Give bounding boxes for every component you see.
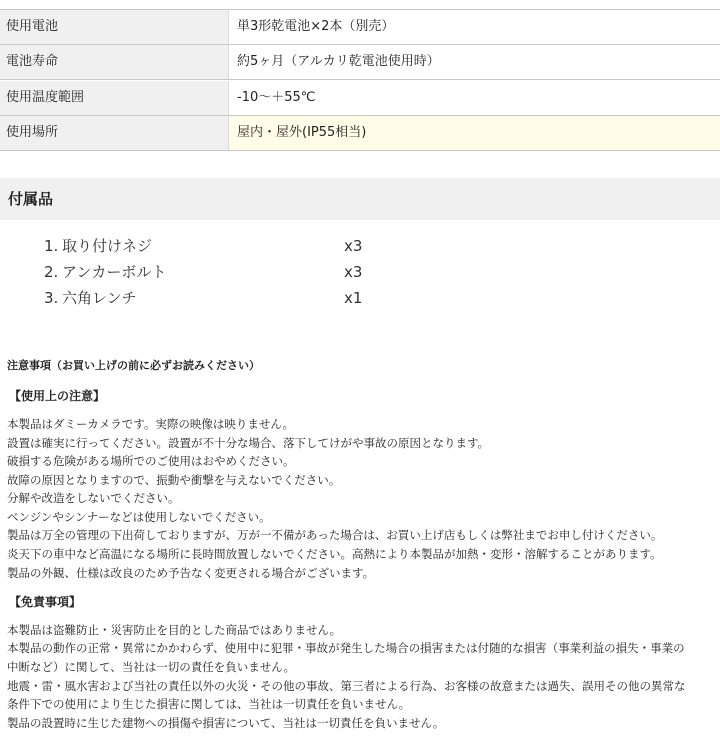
disclaimer-line: 地震・雷・風水害および当社の責任以外の火災・その他の事故、第三者による行為、お客様の故意または過失、誤用その他の異常な (7, 679, 686, 693)
accessories-heading: 付属品 (0, 178, 720, 220)
disclaimer-heading: 【免責事項】 (9, 595, 82, 609)
usage-note-line: 分解や改造をしないでください。 (7, 491, 180, 505)
disclaimer-line: 本製品は盗難防止・災害防止を目的とした商品ではありません。 (7, 623, 342, 637)
accessory-name: 六角レンチ (62, 289, 137, 307)
accessory-item (44, 235, 444, 257)
accessory-name: アンカーボルト (62, 263, 167, 281)
disclaimer-line: 本製品の動作の正常・異常にかかわらず、使用中に犯罪・事故が発生した場合の損害または付随的な損害（事業利益の損失・事業の (7, 641, 685, 655)
spec-value: 屋内・屋外(IP55相当) (228, 116, 720, 150)
accessory-item (44, 287, 444, 309)
spec-row-location (0, 116, 720, 151)
disclaimer-line: 条件下での使用により生じた損害に関しては、当社は一切責任を負いません。 (7, 697, 411, 711)
accessory-name: 取り付けネジ (62, 237, 153, 255)
usage-note-line: 故障の原因となりますので、振動や衝撃を与えないでください。 (7, 473, 341, 487)
usage-note-line: 炎天下の車中など高温になる場所に長時間放置しないでください。高熱により本製品が加熱・変形・溶解することがあります。 (7, 547, 662, 561)
spec-row-battery-life (0, 45, 720, 80)
usage-note-line: 破損する危険がある場所でのご使用はおやめください。 (7, 454, 295, 468)
accessory-item (44, 261, 444, 283)
accessory-quantity: x1 (344, 289, 363, 307)
notice-title: 注意事項（お買い上げの前に必ずお読みください） (7, 359, 260, 372)
spec-value: -10〜＋55℃ (228, 81, 720, 115)
accessory-number: 3. (44, 289, 59, 307)
spec-label: 使用温度範囲 (0, 81, 228, 115)
usage-note-line: 製品の外観、仕様は改良のため予告なく変更される場合がございます。 (7, 566, 375, 580)
spec-label: 使用電池 (0, 10, 228, 44)
disclaimer-line: 中断など）に関して、当社は一切の責任を負いません。 (7, 660, 295, 674)
spec-value: 単3形乾電池×2本（別売） (228, 10, 720, 44)
accessory-quantity: x3 (344, 263, 363, 281)
spec-row-battery (0, 10, 720, 45)
accessory-number: 1. (44, 237, 59, 255)
spec-label: 電池寿命 (0, 45, 228, 79)
spec-label: 使用場所 (0, 116, 228, 150)
accessory-quantity: x3 (344, 237, 363, 255)
usage-note-line: 製品は万全の管理の下出荷しておりますが、万が一不備があった場合は、お買い上げ店もしくは弊社までお申し付けください。 (7, 528, 663, 542)
usage-note-line: ベンジンやシンナーなどは使用しないでください。 (7, 510, 271, 524)
spec-row-temperature (0, 81, 720, 116)
disclaimer-line: 製品の設置時に生じた建物への損傷や損害について、当社は一切責任を負いません。 (7, 716, 445, 730)
usage-note-line: 設置は確実に行ってください。設置が不十分な場合、落下してけがや事故の原因となります。 (7, 436, 490, 450)
accessory-number: 2. (44, 263, 59, 281)
spec-value: 約5ヶ月（アルカリ乾電池使用時） (228, 45, 720, 79)
usage-notes-heading: 【使用上の注意】 (9, 389, 106, 403)
usage-note-line: 本製品はダミーカメラです。実際の映像は映りません。 (7, 417, 295, 431)
